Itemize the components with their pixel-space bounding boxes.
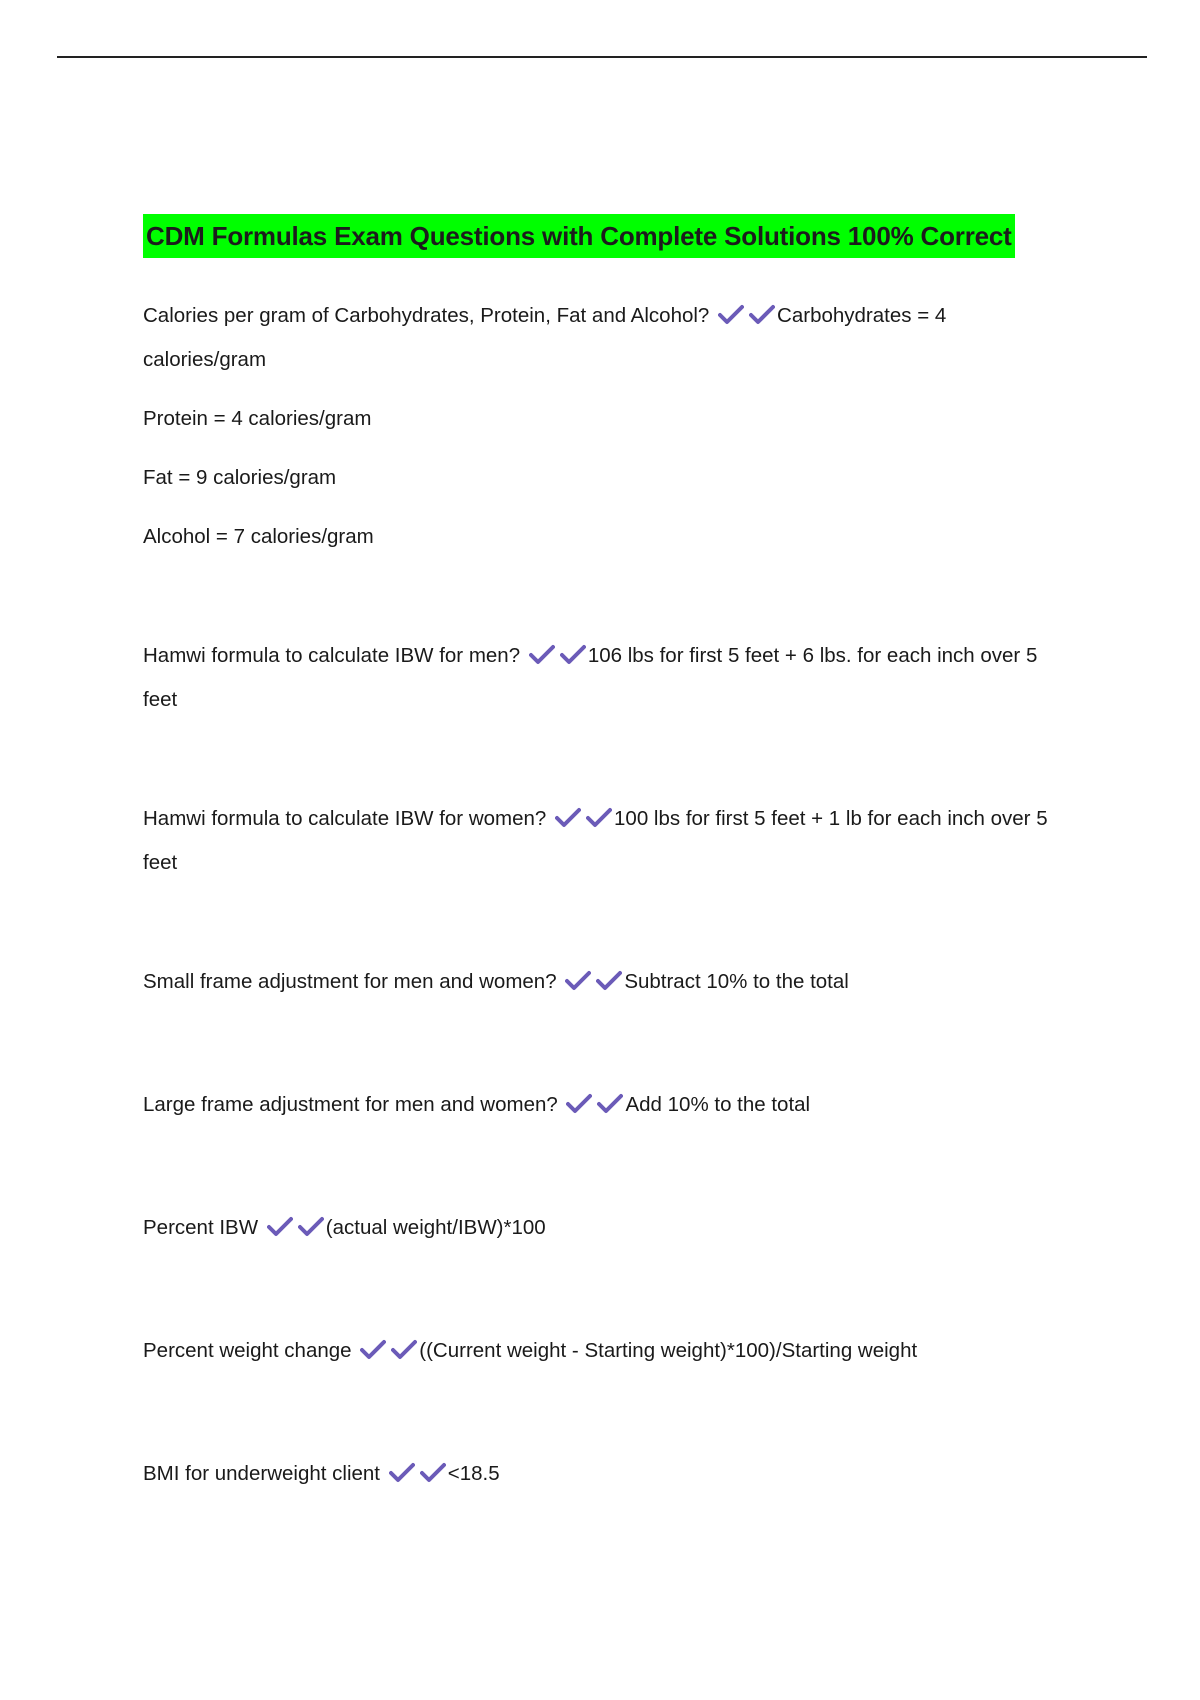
- answer-text: (actual weight/IBW)*100: [325, 1216, 546, 1239]
- answer-text: 106 lbs for first 5 feet + 6 lbs. for each inch over 5 feet: [143, 644, 1038, 711]
- answer-text: Subtract 10% to the total: [624, 970, 849, 993]
- checkmark-icon: [389, 1462, 415, 1484]
- qa-item-percent-ibw: [143, 1206, 1065, 1250]
- answer-line-protein: Protein = 4 calories/gram: [143, 407, 372, 430]
- checkmark-icon: [555, 807, 581, 829]
- checkmark-icon: [586, 807, 612, 829]
- question-text: Hamwi formula to calculate IBW for men?: [143, 644, 521, 667]
- answer-line-fat: Fat = 9 calories/gram: [143, 466, 337, 489]
- document-body: [143, 214, 1065, 1496]
- checkmark-icon: [749, 304, 775, 326]
- question-text: Small frame adjustment for men and women?: [143, 970, 557, 993]
- qa-item-large-frame: [143, 1083, 1065, 1127]
- qa-item-bmi-underweight: [143, 1452, 1065, 1496]
- checkmark-icon: [560, 644, 586, 666]
- checkmark-icon: [420, 1462, 446, 1484]
- checkmark-icon: [298, 1216, 324, 1238]
- checkmark-icon: [391, 1339, 417, 1361]
- qa-item-calories: [143, 294, 1065, 382]
- checkmark-icon: [565, 970, 591, 992]
- qa-item-ibw-men: [143, 634, 1065, 722]
- checkmark-icon: [360, 1339, 386, 1361]
- checkmark-icon: [566, 1093, 592, 1115]
- qa-item-small-frame: [143, 960, 1065, 1004]
- qa-item-weight-change: [143, 1329, 1065, 1373]
- qa-item-ibw-women: [143, 797, 1065, 885]
- header-rule: [57, 56, 1147, 58]
- answer-text: <18.5: [447, 1462, 500, 1485]
- answer-text: Carbohydrates = 4 calories/gram: [143, 304, 947, 371]
- question-text: Hamwi formula to calculate IBW for women?: [143, 807, 547, 830]
- answer-text: Add 10% to the total: [625, 1093, 811, 1116]
- checkmark-icon: [597, 1093, 623, 1115]
- question-text: BMI for underweight client: [143, 1462, 381, 1485]
- checkmark-icon: [267, 1216, 293, 1238]
- checkmark-icon: [718, 304, 744, 326]
- checkmark-icon: [596, 970, 622, 992]
- checkmark-icon: [529, 644, 555, 666]
- answer-text: 100 lbs for first 5 feet + 1 lb for each inch over 5 feet: [143, 807, 1048, 874]
- question-text: Percent weight change: [143, 1339, 352, 1362]
- answer-line-alcohol: Alcohol = 7 calories/gram: [143, 525, 374, 548]
- question-text: Large frame adjustment for men and women?: [143, 1093, 558, 1116]
- question-text: Calories per gram of Carbohydrates, Protein, Fat and Alcohol?: [143, 304, 710, 327]
- answer-text: ((Current weight - Starting weight)*100)/Starting weight: [419, 1339, 918, 1362]
- question-text: Percent IBW: [143, 1216, 259, 1239]
- document-title: CDM Formulas Exam Questions with Complete Solutions 100% Correct: [143, 214, 1015, 258]
